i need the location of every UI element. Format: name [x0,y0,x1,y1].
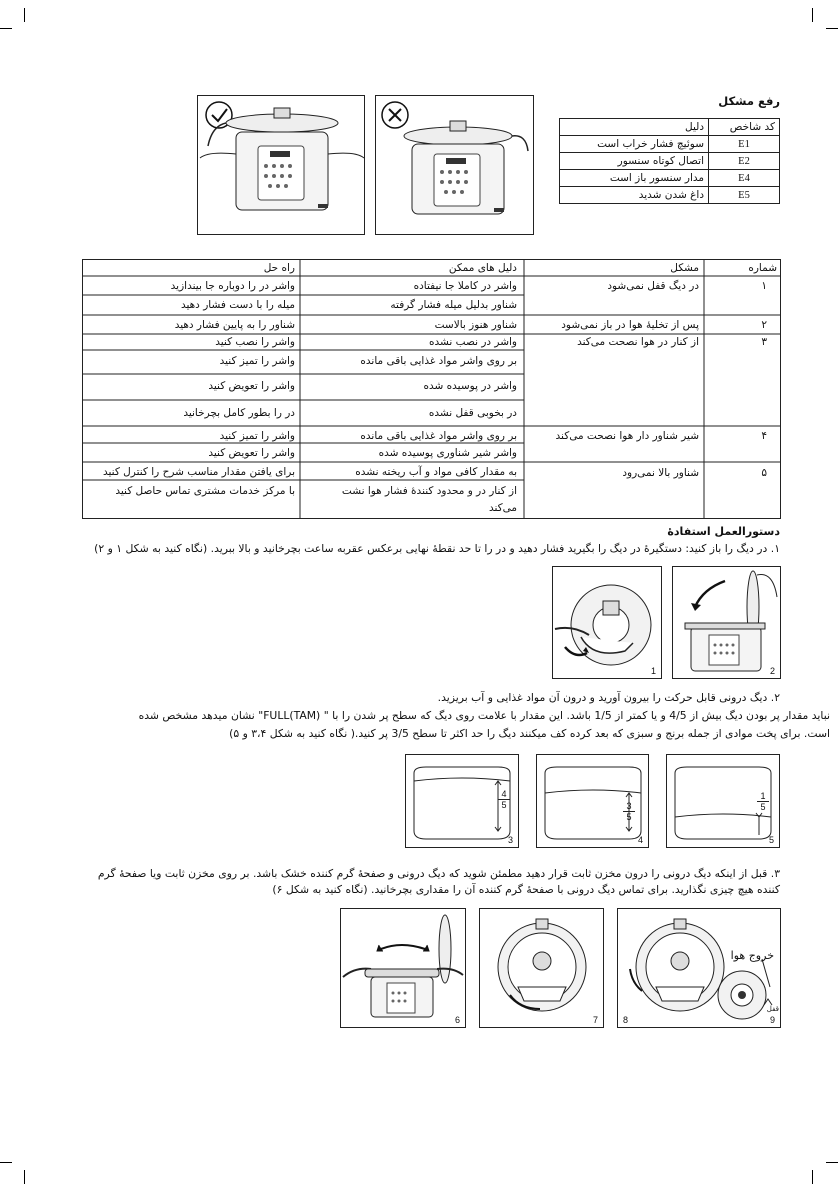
solution-text: واشر را نصب کنید [215,336,295,348]
fraction-denominator: 5 [760,802,766,812]
cause-text: واشر شیر شناوری پوسیده شده [378,447,517,459]
figure-1 [552,566,662,679]
figure-number: 9 [769,1015,775,1025]
solution-text: واشر را تمیز کنید [219,430,295,442]
problem-text: در دیگ قفل نمی‌شود [607,280,699,292]
error-code-table [559,118,780,204]
fraction-denominator: 5 [501,800,507,810]
crop-mark [826,1162,838,1163]
solution-text: شناور را به پایین فشار دهید [174,319,295,331]
solution-text: واشر را تعویض کنید [208,447,295,459]
error-reason: سوئیچ فشار خراب است [560,136,709,153]
error-code: E5 [709,187,780,204]
fraction-numerator: 1 [757,791,769,802]
row-number: ۳ [761,336,767,348]
row-number: ۴ [761,430,767,442]
crop-mark [24,8,25,22]
figure-number: 2 [769,666,775,676]
cause-text: واشر در کاملا جا نیفتاده [413,280,517,292]
figure-number: 5 [768,835,774,845]
solution-text: میله را با دست فشار دهید [180,299,295,311]
crop-mark [812,8,813,22]
table-row [560,136,780,153]
cause-text: در بخوبی قفل نشده [428,407,517,419]
cause-text: به مقدار کافی مواد و آب ریخته نشده [355,466,517,478]
solution-text: واشر در را دوباره جا بیندازید [170,280,295,292]
header-problem: مشکل [670,262,699,274]
problem-text: پس از تخلیۀ هوا در باز نمی‌شود [561,319,699,331]
cause-text: از کنار در و محدود کنندۀ فشار هوا نشت [341,485,517,497]
error-reason: اتصال کوتاه سنسور [560,153,709,170]
figure-number: 3 [507,835,513,845]
fraction-1-5 [757,791,769,812]
solution-text: با مرکز خدمات مشتری تماس حاصل کنید [115,485,295,497]
usage-step-1: ۱. در دیگ را باز کنید: دستگیرۀ در دیگ را بگیرید فشار دهید و در را تا حد نقطۀ نهایی برعکس عقربه ساعت بچرخانید و بالا ببرید. (نگاه کنید به شکل ۱ و ۲) [94,542,780,555]
header-num: شماره [748,262,777,274]
header-causes: دلیل های ممکن [448,262,517,274]
crop-mark [0,28,12,29]
figure-number: 6 [454,1015,460,1025]
crop-mark [24,1170,25,1184]
cause-text: شناور بدلیل میله فشار گرفته [390,299,517,311]
usage-step-2-line-1: ۲. دیگ درونی قابل حرکت را بیرون آورید و درون آن مواد غذایی و آب بریزید. [437,691,780,704]
fraction-3-5 [623,801,635,822]
figure-6 [340,908,466,1028]
crop-mark [826,28,838,29]
table-row [560,187,780,204]
usage-title: دستورالعمل استفادۀ [667,525,780,538]
crop-mark [812,1170,813,1184]
figure-correct-handling [197,95,365,235]
row-number: ۲ [761,319,767,331]
fraction-numerator: 3 [623,801,635,812]
figure-number: 1 [650,666,656,676]
figure-3 [405,754,519,848]
header-reason: دلیل [560,119,709,136]
error-code: E4 [709,170,780,187]
fraction-denominator: 5 [626,812,632,822]
usage-step-2-line-3: است. برای پخت موادی از جمله برنج و سبزی که بعد کرده کف میکنند دیگ را حد اکثر تا سطح 3/5 پر کنید.( نگاه کنید به شکل ۳،۴ و ۵) [229,727,830,740]
cause-text: واشر در نصب نشده [429,336,517,348]
usage-step-3-line-1: ۳. قبل از اینکه دیگ درونی را درون مخزن ثابت قرار دهید مطمئن شوید که دیگ درونی و صفحۀ گرم کننده خشک باشد. بر روی مخزن ثابت ویا صفحۀ گرم [97,867,780,880]
figure-8-9 [617,908,781,1028]
problem-text: از کنار در هوا نصحت می‌کند [577,336,699,348]
figure-number: 4 [637,835,643,845]
solution-text: برای یافتن مقدار مناسب شرح را کنترل کنید [102,466,295,478]
cause-text: واشر در پوسیده شده [423,380,517,392]
cause-text: بر روی واشر مواد غذایی باقی مانده [360,355,517,367]
troubleshooting-table [82,259,781,519]
header-solution: راه حل [263,262,295,274]
error-section-title: رفع مشکل [718,94,780,108]
figure-number: 8 [623,1015,629,1025]
table-row [560,119,780,136]
fraction-numerator: 4 [498,789,510,800]
error-code: E2 [709,153,780,170]
lock-label: قفل [766,1005,779,1013]
solution-text: واشر را تعویض کنید [208,380,295,392]
header-code: کد شاخص [709,119,780,136]
usage-step-3-line-2: کننده هیچ چیزی نگذارید. برای تماس دیگ درونی با صفحۀ گرم کننده آن را مقداری بچرخانید. (نگاه کنید به شکل ۶) [272,883,780,896]
figure-wrong-handling [375,95,534,235]
usage-step-2-line-2: نباید مقدار پر بودن دیگ بیش از 4/5 و یا کمتر از 1/5 باشد. این مقدار با علامت روی دیگ که سطح پر شدن را با " (TAM)FULL" نشان میدهد مشخص شده [138,709,830,722]
row-number: ۵ [761,467,767,479]
fraction-4-5 [498,789,510,810]
figure-7 [479,908,604,1028]
figure-2 [672,566,781,679]
solution-text: در را بطور کامل بچرخانید [183,407,295,419]
error-code: E1 [709,136,780,153]
error-reason: داغ شدن شدید [560,187,709,204]
figure-number: 7 [592,1015,598,1025]
figure-5 [666,754,780,848]
crop-mark [0,1162,12,1163]
problem-text: شیر شناور دار هوا نصحت می‌کند [555,430,699,442]
solution-text: واشر را تمیز کنید [219,355,295,367]
table-row [560,170,780,187]
cause-text: بر روی واشر مواد غذایی باقی مانده [360,430,517,442]
table-row [560,153,780,170]
cause-text: شناور هنوز بالاست [434,319,517,331]
cause-text-continued: می‌کند [488,502,517,514]
problem-text: شناور بالا نمی‌رود [622,467,699,479]
row-number: ۱ [761,280,767,292]
error-reason: مدار سنسور باز است [560,170,709,187]
air-outlet-label: خروج هوا [730,949,774,962]
figure-4 [536,754,649,848]
